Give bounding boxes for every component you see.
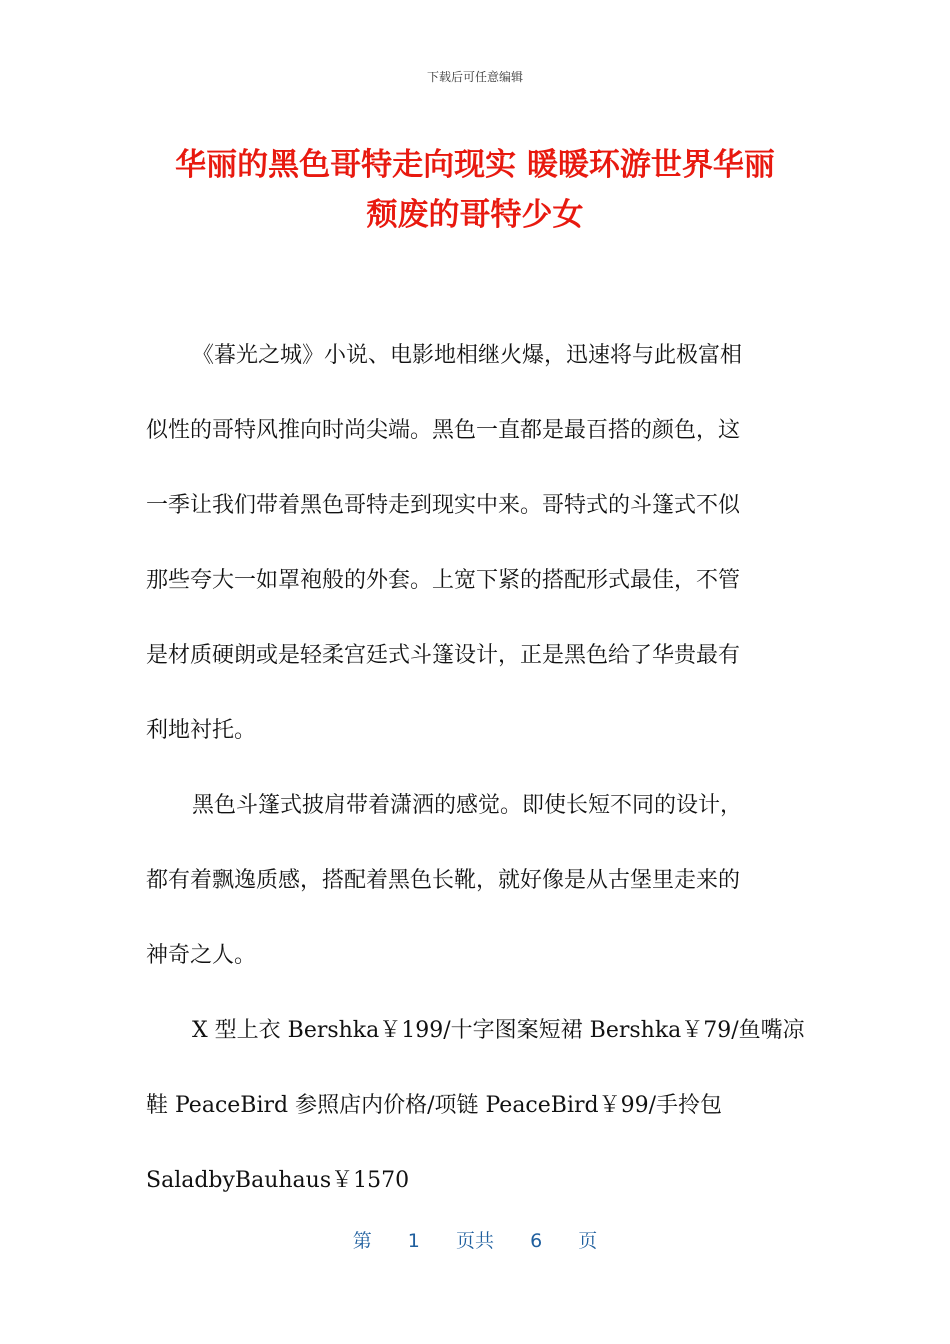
paragraph-1 bbox=[146, 318, 806, 768]
page-label-prefix: 第 bbox=[352, 1230, 372, 1252]
paragraph-line: 《暮光之城》小说、电影地相继火爆，迅速将与此极富相 bbox=[192, 343, 743, 368]
paragraph-line: X 型上衣 Bershka￥199/十字图案短裙 Bershka￥79/鱼嘴凉 bbox=[192, 1018, 805, 1043]
paragraph-line: 黑色斗篷式披肩带着潇洒的感觉。即使长短不同的设计， bbox=[192, 793, 743, 818]
paragraph-line: 鞋 PeaceBird 参照店内价格/项链 PeaceBird￥99/手拎包 bbox=[146, 1093, 722, 1118]
paragraph-line: 神奇之人。 bbox=[146, 943, 257, 968]
document-title bbox=[120, 140, 830, 240]
paragraph-line: 是材质硬朗或是轻柔宫廷式斗篷设计，正是黑色给了华贵最有 bbox=[146, 643, 741, 668]
current-page-number: 1 bbox=[407, 1230, 420, 1252]
paragraph-line: 都有着飘逸质感，搭配着黑色长靴，就好像是从古堡里走来的 bbox=[146, 868, 741, 893]
document-body bbox=[146, 318, 806, 1218]
paragraph-3 bbox=[146, 993, 806, 1218]
document-title-line-1: 华丽的黑色哥特走向现实 暖暖环游世界华丽 bbox=[175, 147, 775, 183]
paragraph-line: 利地衬托。 bbox=[146, 718, 257, 743]
paragraph-line: 似性的哥特风推向时尚尖端。黑色一直都是最百搭的颜色，这 bbox=[146, 418, 741, 443]
page-header-note: 下载后可任意编辑 bbox=[426, 70, 523, 84]
page-label-suffix: 页 bbox=[578, 1230, 598, 1252]
document-title-line-2: 颓废的哥特少女 bbox=[366, 197, 584, 233]
page-number-footer bbox=[0, 1226, 950, 1253]
paragraph-line: SaladbyBauhaus￥1570 bbox=[146, 1168, 410, 1193]
paragraph-2 bbox=[146, 768, 806, 993]
total-page-count: 6 bbox=[530, 1230, 543, 1252]
paragraph-line: 那些夸大一如罩袍般的外套。上宽下紧的搭配形式最佳，不管 bbox=[146, 568, 741, 593]
paragraph-line: 一季让我们带着黑色哥特走到现实中来。哥特式的斗篷式不似 bbox=[146, 493, 741, 518]
page-label-middle: 页共 bbox=[455, 1230, 494, 1252]
